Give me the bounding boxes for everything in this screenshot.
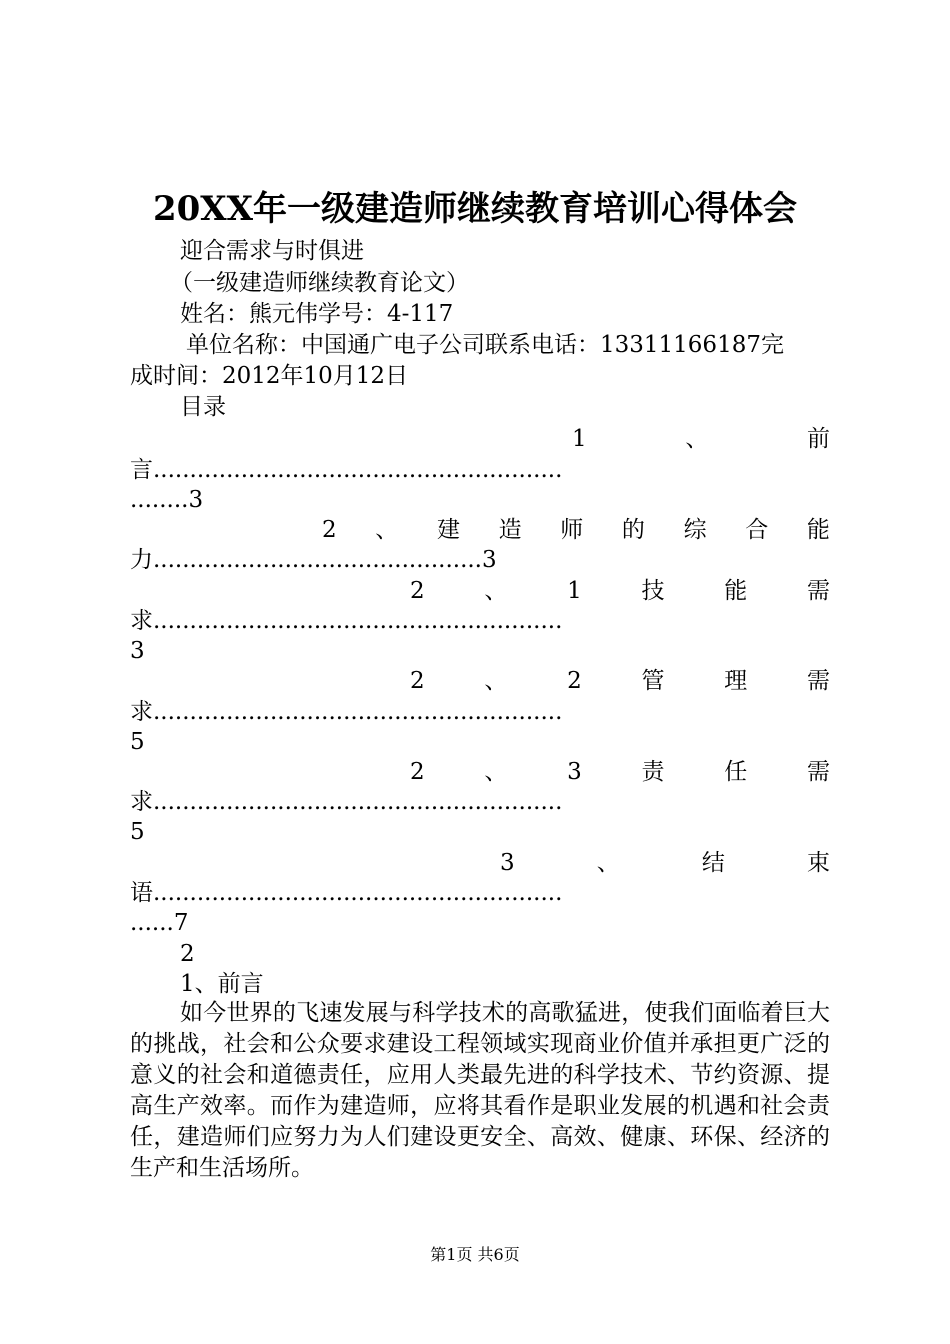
document-title: 20XX年一级建造师继续教育培训心得体会 — [152, 189, 798, 229]
author-line: 姓名：熊元伟学号：4-117 — [180, 301, 454, 327]
toc-entry-3-head: 2 、 1 技 能 需 — [410, 578, 830, 604]
section-heading: 1、前言 — [180, 971, 264, 997]
toc-entry-4-head: 2 、 2 管 理 需 — [410, 668, 830, 694]
toc-entry-3-leader: 求........................................................ — [130, 608, 563, 634]
toc-entry-4-page: 5 — [130, 729, 145, 755]
toc-entry-4-leader: 求........................................................ — [130, 699, 563, 725]
toc-entry-2-head: 2 、 建 造 师 的 综 合 能 — [322, 517, 830, 543]
toc-entry-3-page: 3 — [130, 638, 145, 664]
toc-entry-1-page: ........3 — [130, 487, 204, 513]
toc-entry-5-head: 2 、 3 责 任 需 — [410, 759, 830, 785]
completion-date-line: 成时间：2012年10月12日 — [130, 363, 409, 389]
unit-line: 单位名称：中国通广电子公司联系电话：13311166187完 — [186, 332, 784, 358]
toc-entry-5-leader: 求........................................................ — [130, 789, 563, 815]
body-paragraph: 如今世界的飞速发展与科学技术的高歌猛进，使我们面临着巨大的挑战，社会和公众要求建设工程领域实现商业价值并承担更广泛的意义的社会和道德责任，应用人类最先进的科学技术、节约资源、提高生产效率。而作为建造师，应将其看作是职业发展的机遇和社会责任，建造师们应努力为人们建设更安全、高效、健康、环保、经济的生产和生活场所。 — [130, 1000, 830, 1181]
toc-entry-6-page: ......7 — [130, 910, 189, 936]
page-marker: 2 — [180, 941, 195, 967]
toc-entry-1-head: 1 、 前 — [572, 426, 830, 452]
subtitle: 迎合需求与时俱进 — [180, 238, 364, 264]
toc-entry-2-leader: 力.............................................3 — [130, 547, 497, 573]
toc-entry-5-page: 5 — [130, 819, 145, 845]
toc-entry-6-head: 3 、 结 束 — [500, 850, 830, 876]
toc-entry-1-leader: 言........................................................ — [130, 457, 563, 483]
toc-heading: 目录 — [180, 394, 226, 420]
toc-entry-6-leader: 语........................................................ — [130, 880, 563, 906]
paper-type: （一级建造师继续教育论文） — [170, 270, 469, 296]
page-footer: 第1页 共6页 — [430, 1245, 520, 1264]
